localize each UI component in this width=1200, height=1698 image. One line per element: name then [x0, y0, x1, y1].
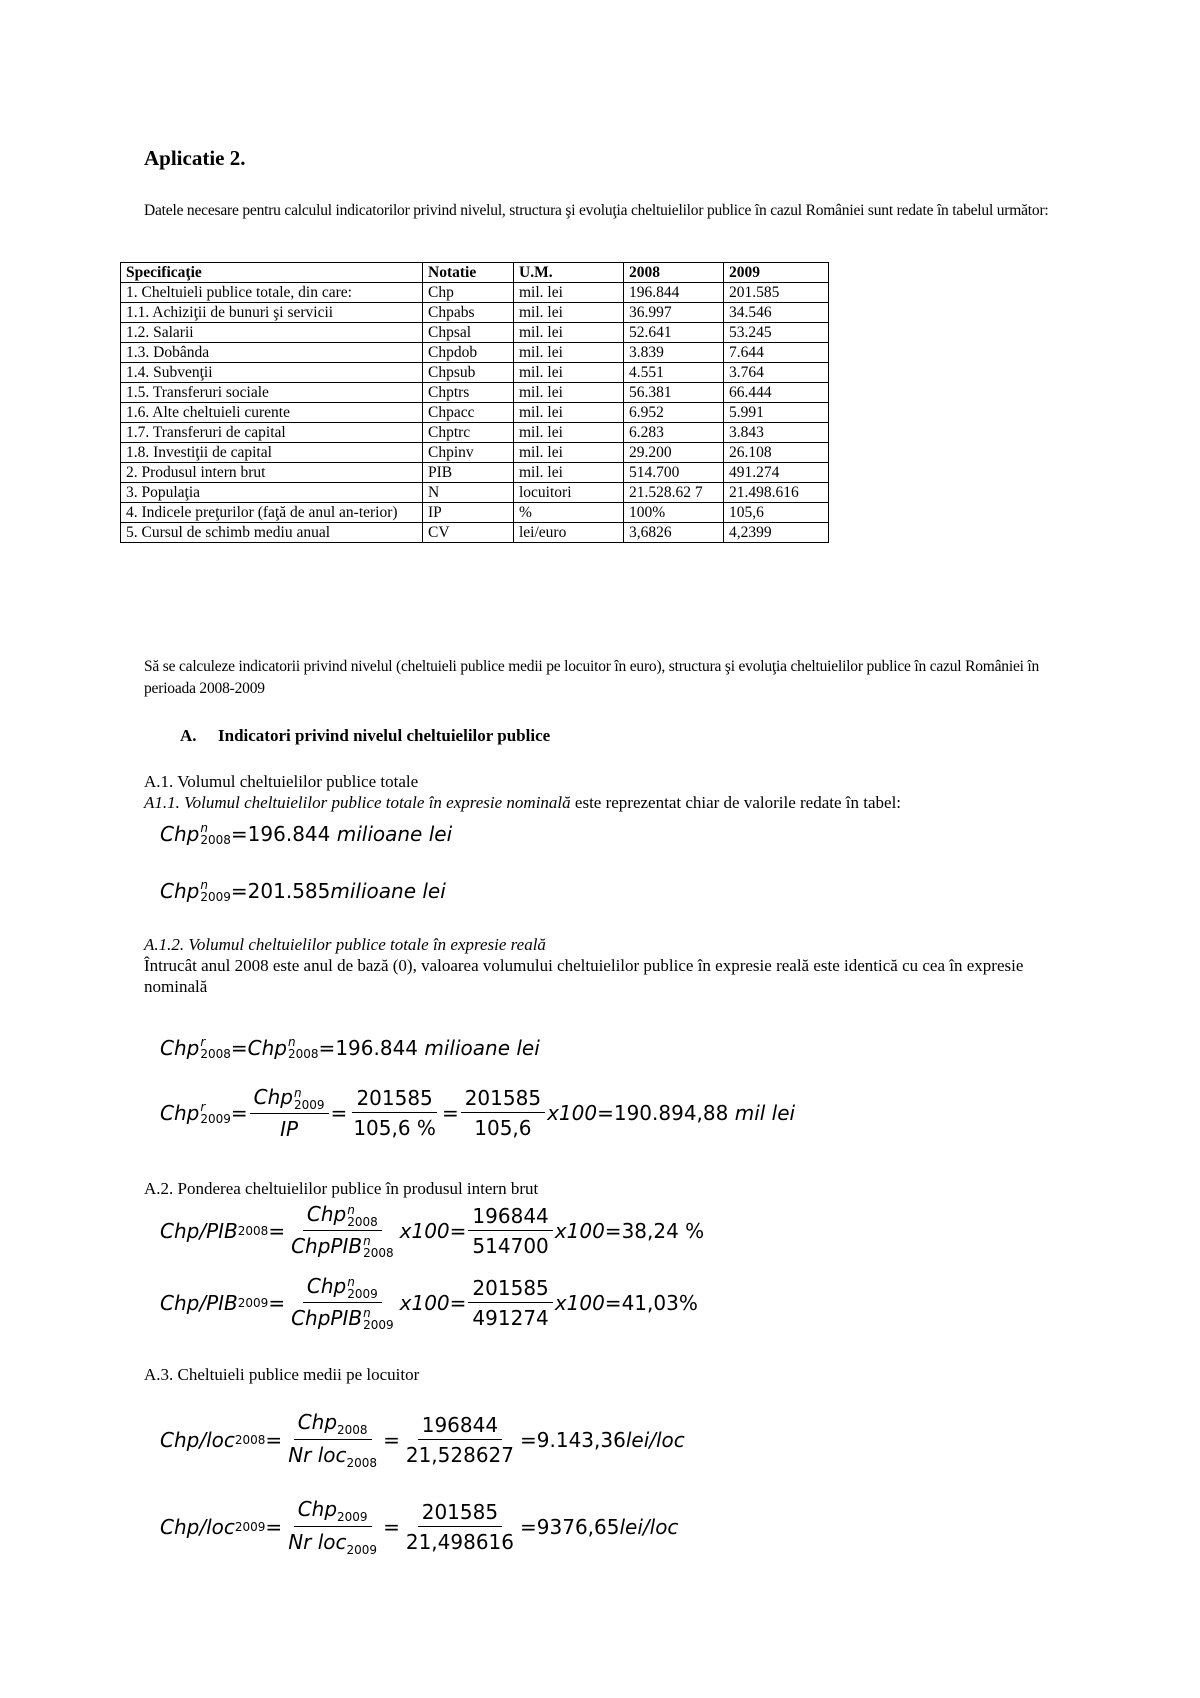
page-title: Aplicatie 2. — [144, 146, 246, 170]
formula-result: 9.143,36 — [536, 1428, 626, 1452]
table-cell: 56.381 — [624, 383, 724, 403]
data-table — [120, 262, 829, 543]
formula-sub: 2008 — [237, 1223, 269, 1238]
table-cell: 34.546 — [724, 303, 829, 323]
table-cell: 3.839 — [624, 343, 724, 363]
table-row — [121, 383, 829, 403]
formula-sup: r — [200, 1035, 206, 1049]
table-cell: 1.2. Salarii — [121, 323, 423, 343]
table-cell: mil. lei — [514, 303, 624, 323]
formula-sup: n — [294, 1085, 302, 1100]
formula-fraction — [284, 1410, 381, 1470]
formula-multiplier: x100 — [399, 1218, 450, 1243]
formula-chp-loc-2009 — [160, 1497, 678, 1557]
table-row — [121, 523, 829, 543]
table-cell: Chpacc — [423, 403, 514, 423]
formula-symbol: ChpPIB — [291, 1233, 363, 1258]
table-cell: 491.274 — [724, 463, 829, 483]
formula-chp-real-2009 — [160, 1085, 795, 1141]
formula-eq: = — [265, 1515, 283, 1539]
formula-sub: 2009 — [346, 1543, 378, 1557]
formula-symbol: Chp — [297, 1497, 338, 1521]
formula-eq: = — [268, 1218, 286, 1243]
formula-sup: r — [200, 1099, 206, 1114]
table-cell: 3.843 — [724, 423, 829, 443]
formula-sub: 2009 — [237, 1295, 269, 1310]
formula-sup: n — [347, 1202, 355, 1217]
table-cell: 1.7. Transferuri de capital — [121, 423, 423, 443]
table-cell: 5. Cursul de schimb mediu anual — [121, 523, 423, 543]
table-cell: mil. lei — [514, 403, 624, 423]
formula-unit: lei/loc — [619, 1515, 679, 1539]
formula-fraction — [468, 1276, 552, 1330]
formula-unit: milioane lei — [424, 1036, 540, 1060]
formula-multiplier: x100 — [554, 1218, 605, 1243]
formula-eq: = — [230, 1036, 248, 1060]
formula-symbol: Chp — [160, 879, 200, 903]
formula-multiplier: x100 — [547, 1100, 598, 1125]
table-cell: 3.764 — [724, 363, 829, 383]
formula-denominator: 514700 — [472, 1233, 549, 1258]
formula-sup: n — [347, 1274, 355, 1289]
formula-fraction — [468, 1204, 552, 1258]
formula-symbol: Chp/loc — [160, 1515, 235, 1539]
formula-symbol: Nr loc — [288, 1530, 347, 1554]
table-cell: Chpabs — [423, 303, 514, 323]
formula-fraction — [461, 1086, 545, 1140]
table-cell: mil. lei — [514, 343, 624, 363]
table-row — [121, 323, 829, 343]
formula-eq: = — [520, 1428, 537, 1452]
table-cell: mil. lei — [514, 283, 624, 303]
table-cell: N — [423, 483, 514, 503]
header-cell: Notatie — [423, 263, 514, 283]
table-cell: 4.551 — [624, 363, 724, 383]
table-cell: Chptrs — [423, 383, 514, 403]
table-cell: 21.498.616 — [724, 483, 829, 503]
formula-eq: = — [265, 1428, 283, 1452]
formula-sub: 2009 — [234, 1520, 266, 1534]
formula-sub: 2008 — [347, 1214, 378, 1229]
formula-denominator: 105,6 % — [353, 1115, 436, 1140]
formula-denominator: 21,498616 — [405, 1530, 514, 1554]
table-cell: 26.108 — [724, 443, 829, 463]
formula-chp-nominal-2009 — [160, 879, 446, 903]
formula-value: 196.844 — [335, 1036, 419, 1060]
formula-unit: milioane lei — [330, 879, 446, 903]
table-cell: locuitori — [514, 483, 624, 503]
formula-symbol: Chp/PIB — [160, 1218, 238, 1243]
formula-eq: = — [449, 1290, 467, 1315]
table-cell: Chp — [423, 283, 514, 303]
formula-unit: milioane lei — [336, 822, 453, 846]
header-cell: Specificaţie — [121, 263, 423, 283]
a3-heading: A.3. Cheltuieli publice medii pe locuitor — [144, 1365, 420, 1384]
table-cell: 7.644 — [724, 343, 829, 363]
table-cell: 514.700 — [624, 463, 724, 483]
table-cell: mil. lei — [514, 363, 624, 383]
a1-heading: A.1. Volumul cheltuielilor publice totale — [144, 772, 419, 791]
formula-multiplier: x100 — [399, 1290, 450, 1315]
formula-eq: = — [597, 1100, 614, 1125]
section-a-title: Indicatori privind nivelul cheltuielilor publice — [218, 726, 551, 745]
table-row — [121, 443, 829, 463]
table-row — [121, 363, 829, 383]
formula-numerator: 201585 — [468, 1276, 552, 1303]
table-cell: 1.6. Alte cheltuieli curente — [121, 403, 423, 423]
formula-chp-pib-2009 — [160, 1274, 698, 1331]
formula-eq: = — [604, 1290, 622, 1315]
formula-eq: = — [449, 1218, 467, 1243]
formula-eq: = — [318, 1036, 336, 1060]
formula-numerator: 201585 — [352, 1086, 436, 1113]
formula-sub: 2009 — [200, 890, 231, 904]
table-cell: 29.200 — [624, 443, 724, 463]
table-cell: 52.641 — [624, 323, 724, 343]
formula-sub: 2008 — [234, 1433, 266, 1447]
formula-eq: = — [230, 879, 248, 903]
formula-eq: = — [230, 1100, 248, 1125]
formula-denominator: 21,528627 — [405, 1443, 514, 1467]
formula-sup: n — [288, 1035, 296, 1049]
table-cell: 1.5. Transferuri sociale — [121, 383, 423, 403]
table-row — [121, 503, 829, 523]
a11-heading — [144, 792, 1084, 813]
formula-numerator: 196844 — [468, 1204, 552, 1231]
formula-symbol: Chp — [160, 1100, 200, 1125]
table-cell: 1.3. Dobânda — [121, 343, 423, 363]
formula-chp-pib-2008 — [160, 1202, 704, 1259]
formula-sup: n — [200, 878, 208, 892]
formula-fraction — [402, 1500, 518, 1554]
formula-chp-real-2008 — [160, 1036, 540, 1060]
formula-symbol: Nr loc — [288, 1443, 347, 1467]
table-header-row — [121, 263, 829, 283]
table-cell: CV — [423, 523, 514, 543]
table-cell: 100% — [624, 503, 724, 523]
formula-sub: 2008 — [200, 1047, 231, 1061]
formula-eq: = — [520, 1515, 537, 1539]
table-cell: 6.283 — [624, 423, 724, 443]
formula-symbol: Chp — [160, 1036, 200, 1060]
section-a-heading — [180, 726, 550, 746]
a11-italic: A1.1. Volumul cheltuielilor publice totale în expresie nominală — [144, 793, 571, 812]
table-cell: Chpsal — [423, 323, 514, 343]
formula-unit: lei/loc — [625, 1428, 685, 1452]
table-cell: mil. lei — [514, 463, 624, 483]
formula-sub: 2008 — [346, 1456, 378, 1470]
table-cell: Chpsub — [423, 363, 514, 383]
header-cell: 2009 — [724, 263, 829, 283]
formula-numerator: 196844 — [418, 1413, 502, 1440]
table-cell: IP — [423, 503, 514, 523]
table-cell: 1. Cheltuieli publice totale, din care: — [121, 283, 423, 303]
formula-multiplier: x100 — [554, 1290, 605, 1315]
table-cell: 1.8. Investiţii de capital — [121, 443, 423, 463]
formula-eq: = — [604, 1218, 622, 1243]
question-paragraph: Să se calculeze indicatorii privind nivelul (cheltuieli publice medii pe locuitor în euro), structura şi evoluţia cheltuielilor publice în cazul României în perioada 2008-2009 — [144, 658, 1040, 697]
table-cell: % — [514, 503, 624, 523]
formula-eq: = — [330, 1100, 348, 1125]
header-cell: U.M. — [514, 263, 624, 283]
formula-symbol: Chp — [247, 1036, 287, 1060]
formula-sub: 2009 — [200, 1111, 231, 1126]
table-row — [121, 283, 829, 303]
formula-sup: n — [363, 1234, 371, 1248]
formula-sub: 2008 — [200, 833, 231, 847]
formula-symbol: Chp/loc — [160, 1428, 235, 1452]
formula-result: 38,24 % — [621, 1218, 705, 1243]
formula-fraction — [287, 1274, 398, 1331]
table-row — [121, 343, 829, 363]
section-a-label: A. — [180, 726, 197, 745]
table-cell: 21.528.62 7 — [624, 483, 724, 503]
formula-sub: 2009 — [294, 1097, 325, 1112]
formula-sub: 2009 — [337, 1510, 368, 1524]
formula-symbol: ChpPIB — [291, 1305, 363, 1330]
a11-rest: este reprezentat chiar de valorile redate în tabel: — [570, 793, 902, 812]
formula-numerator: 201585 — [461, 1086, 545, 1113]
formula-denominator: 491274 — [472, 1305, 549, 1330]
a12-paragraph: Întrucât anul 2008 este anul de bază (0), valoarea volumului cheltuielilor publice în expresie reală este identică cu cea în expresie nominală — [144, 956, 1024, 996]
formula-eq: = — [230, 822, 248, 846]
formula-fraction — [349, 1086, 440, 1140]
formula-sub: 2008 — [337, 1423, 368, 1437]
table-cell: Chptrc — [423, 423, 514, 443]
table-cell: 2. Produsul intern brut — [121, 463, 423, 483]
formula-eq: = — [441, 1100, 459, 1125]
table-cell: mil. lei — [514, 323, 624, 343]
table-row — [121, 483, 829, 503]
table-cell: mil. lei — [514, 443, 624, 463]
formula-value: 196.844 — [247, 822, 331, 846]
formula-symbol: Chp — [297, 1410, 338, 1434]
header-cell: 2008 — [624, 263, 724, 283]
table-row — [121, 403, 829, 423]
formula-eq: = — [383, 1428, 400, 1452]
a2-heading: A.2. Ponderea cheltuielilor publice în produsul intern brut — [144, 1179, 539, 1198]
formula-denominator: 105,6 — [474, 1115, 532, 1140]
a12-heading: A.1.2. Volumul cheltuielilor publice totale în expresie reală — [144, 935, 546, 954]
formula-sub: 2009 — [363, 1318, 394, 1332]
table-cell: 196.844 — [624, 283, 724, 303]
table-cell: 4,2399 — [724, 523, 829, 543]
formula-value: 201.585 — [247, 879, 331, 903]
intro-paragraph: Datele necesare pentru calculul indicatorilor privind nivelul, structura şi evoluţia cheltuielilor publice în cazul României sunt redate în tabelul următor: — [144, 202, 1049, 219]
formula-chp-loc-2008 — [160, 1410, 685, 1470]
formula-fraction — [287, 1202, 398, 1259]
formula-symbol: Chp — [253, 1085, 293, 1109]
table-row — [121, 303, 829, 323]
formula-result: 190.894,88 — [613, 1100, 729, 1125]
table-cell: 1.4. Subvenţii — [121, 363, 423, 383]
table-cell: Chpinv — [423, 443, 514, 463]
table-cell: 3. Populaţia — [121, 483, 423, 503]
table-cell: 4. Indicele preţurilor (faţă de anul an-terior) — [121, 503, 423, 523]
table-cell: 36.997 — [624, 303, 724, 323]
formula-symbol: Chp — [160, 822, 200, 846]
table-row — [121, 463, 829, 483]
formula-sup: n — [200, 821, 208, 835]
table-row — [121, 423, 829, 443]
formula-result: 41,03% — [621, 1290, 698, 1315]
table-cell: 1.1. Achiziţii de bunuri şi servicii — [121, 303, 423, 323]
formula-eq: = — [383, 1515, 400, 1539]
table-cell: mil. lei — [514, 383, 624, 403]
formula-sub: 2008 — [288, 1047, 319, 1061]
table-cell: 6.952 — [624, 403, 724, 423]
table-cell: 5.991 — [724, 403, 829, 423]
formula-fraction — [250, 1085, 329, 1141]
formula-fraction — [284, 1497, 381, 1557]
table-cell: lei/euro — [514, 523, 624, 543]
table-cell: 201.585 — [724, 283, 829, 303]
formula-unit: mil lei — [734, 1100, 796, 1125]
formula-eq: = — [268, 1290, 286, 1315]
formula-sub: 2008 — [363, 1246, 394, 1260]
formula-chp-nominal-2008 — [160, 822, 452, 846]
formula-sup: n — [363, 1306, 371, 1320]
table-cell: 53.245 — [724, 323, 829, 343]
formula-numerator: 201585 — [418, 1500, 502, 1527]
table-cell: PIB — [423, 463, 514, 483]
formula-symbol: Chp — [306, 1202, 347, 1226]
table-cell: 66.444 — [724, 383, 829, 403]
table-cell: mil. lei — [514, 423, 624, 443]
table-cell: Chpdob — [423, 343, 514, 363]
formula-symbol: Chp/PIB — [160, 1290, 238, 1315]
formula-sub: 2009 — [347, 1286, 378, 1301]
table-cell: 105,6 — [724, 503, 829, 523]
table-cell: 3,6826 — [624, 523, 724, 543]
formula-denominator: IP — [280, 1116, 299, 1141]
formula-fraction — [402, 1413, 518, 1467]
formula-result: 9376,65 — [536, 1515, 620, 1539]
formula-symbol: Chp — [306, 1274, 347, 1298]
